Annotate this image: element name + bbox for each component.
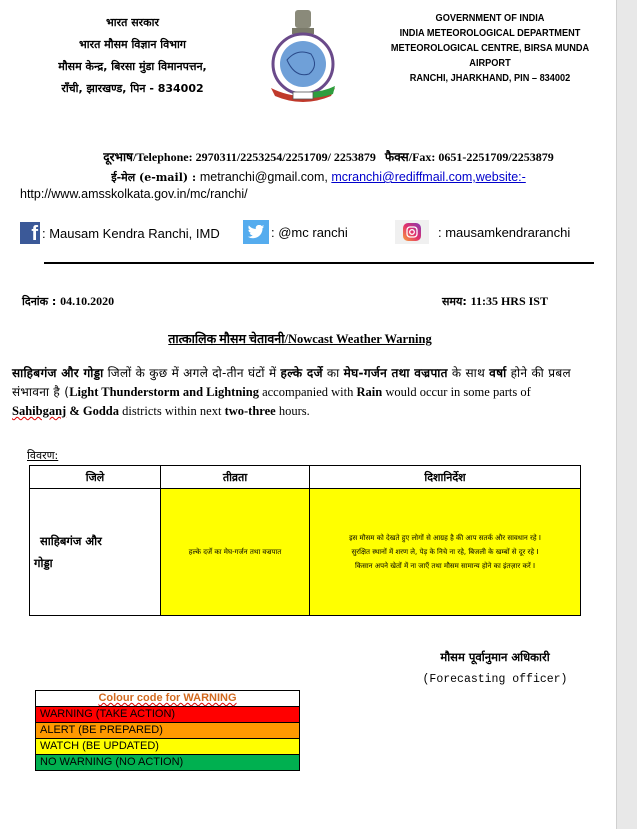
text: hours. xyxy=(275,404,310,418)
time xyxy=(442,294,548,309)
header-english-line: METEOROLOGICAL CENTRE, BIRSA MUNDA AIRPORT xyxy=(390,43,590,69)
guidance-line: इस मौसम को देखते हुए लोगों से आग्रह है की आप सतर्क और सावधान रहे I xyxy=(349,534,541,542)
text-bold: & Godda xyxy=(66,404,119,418)
fax-label: फैक्स/Fax: xyxy=(384,150,439,164)
table-header-row xyxy=(30,466,581,489)
text: होने की प्रबल संभावना है ( xyxy=(12,366,571,399)
text-bold: Rain xyxy=(356,385,383,399)
text: का xyxy=(322,366,344,380)
email-line xyxy=(20,170,617,185)
email-primary: metranchi@gmail.com, xyxy=(199,170,332,184)
facebook-icon: f xyxy=(20,222,40,244)
text: के साथ xyxy=(447,366,490,380)
header-english-line: RANCHI, JHARKHAND, PIN – 834002 xyxy=(409,73,571,84)
header-english-line: INDIA METEOROLOGICAL DEPARTMENT xyxy=(399,28,581,39)
column-header-intensity: तीव्रता xyxy=(161,466,310,489)
signature-hindi: मौसम पूर्वानुमान अधिकारी xyxy=(440,650,550,664)
social-facebook xyxy=(20,222,220,244)
signature-english: (Forecasting officer) xyxy=(422,673,568,686)
header-hindi xyxy=(20,12,245,100)
instagram-icon xyxy=(395,220,429,244)
email-secondary-link[interactable]: mcranchi@rediffmail.com,website:- xyxy=(331,170,526,184)
text-bold: two-three xyxy=(224,404,276,418)
text-bold: वर्षा xyxy=(489,366,507,380)
text: districts within next xyxy=(119,404,225,418)
scrollbar[interactable] xyxy=(616,0,637,829)
legend-item-watch: WATCH (BE UPDATED) xyxy=(36,738,299,754)
text-bold: साहिबगंज और गोड्डा xyxy=(12,366,104,380)
district-cell xyxy=(30,489,161,616)
header-english-line: GOVERNMENT OF INDIA xyxy=(435,13,545,24)
text: जिलों के कुछ में अगले दो-तीन घंटों में xyxy=(103,366,281,380)
social-twitter xyxy=(243,220,348,244)
column-header-district: जिले xyxy=(30,466,161,489)
legend-item-warning: WARNING (TAKE ACTION) xyxy=(36,706,299,722)
time-label: समय: xyxy=(442,295,471,308)
phone-fax-line xyxy=(40,148,617,165)
legend-title xyxy=(36,691,299,706)
legend-item-no-warning: NO WARNING (NO ACTION) xyxy=(36,754,299,770)
imd-emblem-icon xyxy=(265,8,341,102)
header-hindi-line: मौसम केन्द्र, बिरसा मुंडा विमानपत्तन, xyxy=(58,60,207,73)
text-bold: मेघ-गर्जन तथा वज्रपात xyxy=(343,366,448,380)
header-english xyxy=(384,11,596,86)
divider xyxy=(44,262,594,264)
column-header-guidance: दिशानिर्देश xyxy=(310,466,581,489)
contact-block xyxy=(0,148,617,201)
date-label: दिनांक : xyxy=(22,295,61,308)
instagram-text: : mausamkendraranchi xyxy=(438,224,571,240)
date xyxy=(22,294,114,309)
telephone-label: दूरभाष/Telephone: xyxy=(103,150,196,164)
header-hindi-line: भारत सरकार xyxy=(106,16,159,29)
table-row xyxy=(30,489,581,616)
text-bold-misspelled: Sahibganj xyxy=(12,404,67,418)
header-hindi-line: भारत मौसम विज्ञान विभाग xyxy=(79,38,186,51)
warning-details-table xyxy=(29,465,581,616)
details-label: विवरण: xyxy=(27,449,59,462)
date-value: 04.10.2020 xyxy=(60,294,115,308)
colour-code-legend xyxy=(35,690,300,771)
time-value: 11:35 HRS IST xyxy=(470,294,548,308)
telephone-value: 2970311/2253254/2251709/ 2253879 xyxy=(195,150,376,164)
guidance-line: सुरक्षित स्थानों में शरण ले, पेड़ के निचे ना रहे, बिजली के खम्बों से दूर रहे I xyxy=(351,548,539,556)
twitter-text: : @mc ranchi xyxy=(271,224,348,240)
email-label: ई-मेल (e-mail) : xyxy=(111,171,200,184)
facebook-text: : Mausam Kendra Ranchi, IMD xyxy=(42,225,220,241)
text-bold: Light Thunderstorm and Lightning xyxy=(69,385,259,399)
intensity-cell: हल्के दर्जे का मेघ-गर्जन तथा वज्रपात xyxy=(161,489,310,616)
page-title: तात्कालिक मौसम चेतावनी/Nowcast Weather Warning xyxy=(168,332,432,346)
social-links xyxy=(0,220,617,250)
text: accompanied with xyxy=(258,385,357,399)
text: would occur in some parts of xyxy=(382,385,531,399)
legend-title-text: Colour code for WARNING xyxy=(98,692,237,704)
guidance-line: किसान अपने खेतों में ना जाएँ तथा मौसम सामान्य होने का इंतज़ार करें I xyxy=(354,562,536,570)
district-line: गोड्डा xyxy=(34,556,53,570)
guidance-cell xyxy=(310,489,581,616)
district-line: साहिबगंज और xyxy=(40,534,102,548)
warning-text xyxy=(12,364,572,421)
twitter-icon xyxy=(243,220,269,244)
fax-value: 0651-2251709/2253879 xyxy=(438,150,554,164)
header-hindi-line: राँची, झारखण्ड, पिन - 834002 xyxy=(61,82,204,95)
text-bold: हल्के दर्जे xyxy=(280,366,323,380)
legend-item-alert: ALERT (BE PREPARED) xyxy=(36,722,299,738)
signature xyxy=(410,650,580,686)
social-instagram xyxy=(395,220,570,244)
website-text: http://www.amsskolkata.gov.in/mc/ranchi/ xyxy=(20,187,248,201)
